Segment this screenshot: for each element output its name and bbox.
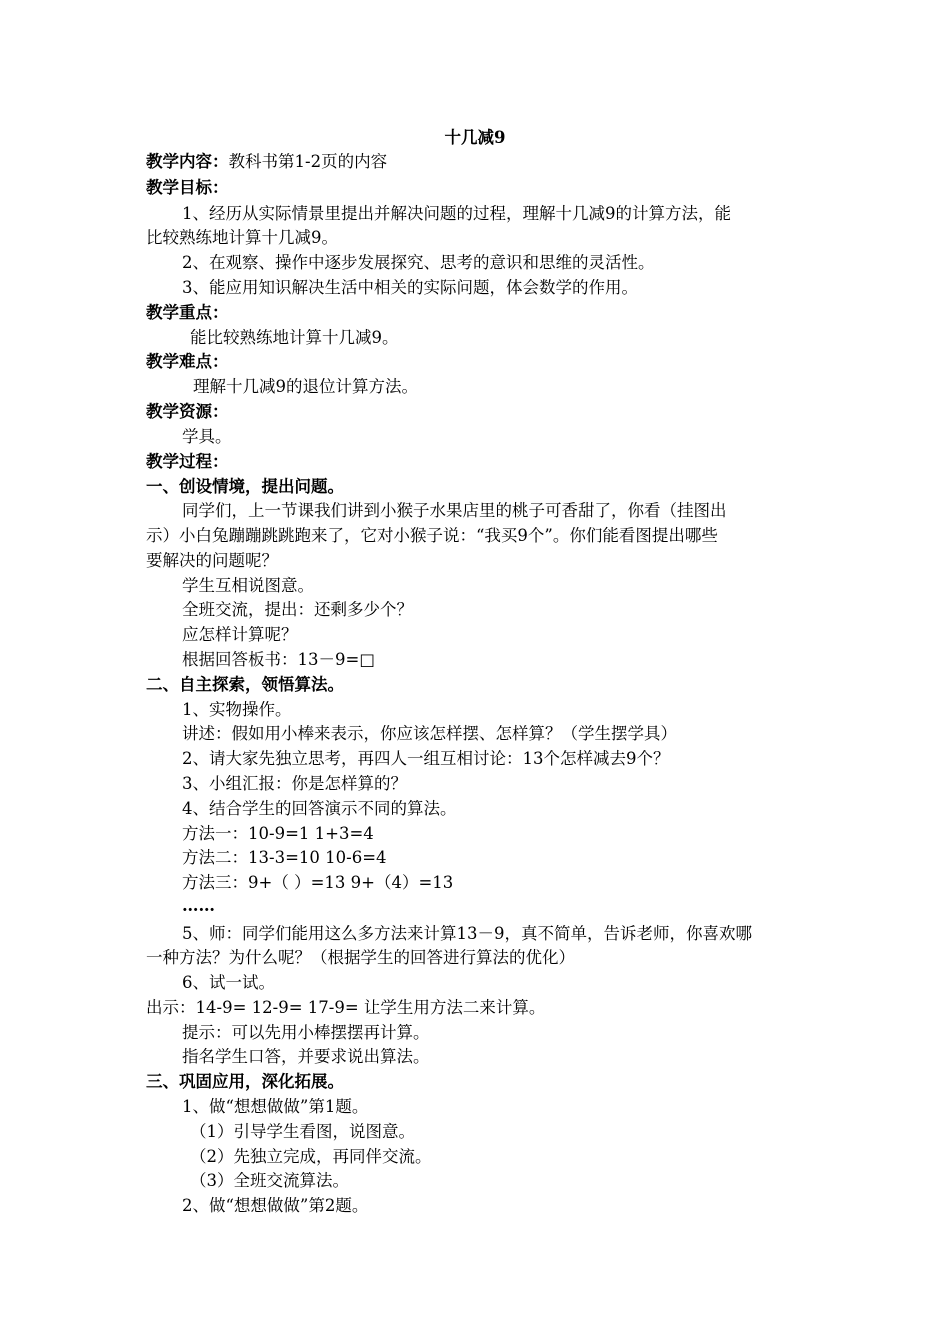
resources-heading: 教学资源： [146,402,229,421]
method-2: 方法二：13-3=10 10-6=4 [182,848,387,867]
s2-line-2: 讲述：假如用小棒来表示，你应该怎样摆、怎样算？（学生摆学具） [182,724,677,743]
key-point-heading: 教学重点： [146,303,229,322]
s1-line-3: 全班交流，提出：还剩多少个？ [182,600,413,619]
method-1: 方法一：10-9=1 1+3=4 [182,824,374,843]
s1-line-4: 应怎样计算呢？ [182,625,298,644]
resources-text: 学具。 [182,427,232,446]
process-heading: 教学过程： [146,452,229,471]
section-2-heading: 二、自主探索，领悟算法。 [146,675,344,694]
s3-line-3: （2）先独立完成，再同伴交流。 [190,1147,432,1166]
goals-heading: 教学目标： [146,178,229,197]
s2-line-7: 6、试一试。 [182,973,275,992]
s2-line-6a: 5、师：同学们能用这么多方法来计算13－9，真不简单，告诉老师，你喜欢哪 [182,924,752,943]
content-label: 教学内容： [146,152,229,171]
s2-line-9: 提示：可以先用小棒摆摆再计算。 [182,1023,430,1042]
s1-line-2: 学生互相说图意。 [182,576,314,595]
s2-line-10: 指名学生口答，并要求说出算法。 [182,1047,430,1066]
section-3-heading: 三、巩固应用，深化拓展。 [146,1072,344,1091]
goal-1-line-1: 1、经历从实际情景里提出并解决问题的过程，理解十几减9的计算方法，能 [182,204,731,223]
key-point-text: 能比较熟练地计算十几减9。 [190,328,399,347]
ellipsis: …… [182,896,215,915]
s1-paragraph-line-1: 同学们，上一节课我们讲到小猴子水果店里的桃子可香甜了，你看（挂图出 [182,501,727,520]
goal-1-line-2: 比较熟练地计算十几减9。 [146,228,338,247]
s3-line-1: 1、做“想想做做”第1题。 [182,1097,369,1116]
s3-line-2: （1）引导学生看图，说图意。 [190,1122,415,1141]
difficulty-text: 理解十几减9的退位计算方法。 [193,377,418,396]
s2-line-4: 3、小组汇报：你是怎样算的？ [182,774,407,793]
s3-line-5: 2、做“想想做做”第2题。 [182,1196,369,1215]
s1-paragraph-line-3: 要解决的问题呢？ [146,551,278,570]
s2-line-1: 1、实物操作。 [182,700,292,719]
method-3: 方法三：9+（ ）=13 9+（4）=13 [182,873,454,892]
s2-line-5: 4、结合学生的回答演示不同的算法。 [182,799,457,818]
content-text: 教科书第1-2页的内容 [228,152,388,171]
s2-line-3: 2、请大家先独立思考，再四人一组互相讨论：13个怎样减去9个？ [182,749,670,768]
goal-2: 2、在观察、操作中逐步发展探究、思考的意识和思维的灵活性。 [182,253,655,272]
content-row [146,150,387,174]
s2-line-6b: 一种方法？为什么呢？（根据学生的回答进行算法的优化） [146,948,575,967]
s3-line-4: （3）全班交流算法。 [190,1171,349,1190]
s1-line-5: 根据回答板书：13－9=□ [182,650,375,669]
section-1-heading: 一、创设情境，提出问题。 [146,477,344,496]
goal-3: 3、能应用知识解决生活中相关的实际问题，体会数学的作用。 [182,278,638,297]
s2-line-8: 出示：14-9= 12-9= 17-9= 让学生用方法二来计算。 [146,998,546,1017]
document-title: 十几减9 [444,128,506,147]
s1-paragraph-line-2: 示）小白兔蹦蹦跳跳跑来了，它对小猴子说：“我买9个”。你们能看图提出哪些 [146,526,718,545]
difficulty-heading: 教学难点： [146,352,229,371]
